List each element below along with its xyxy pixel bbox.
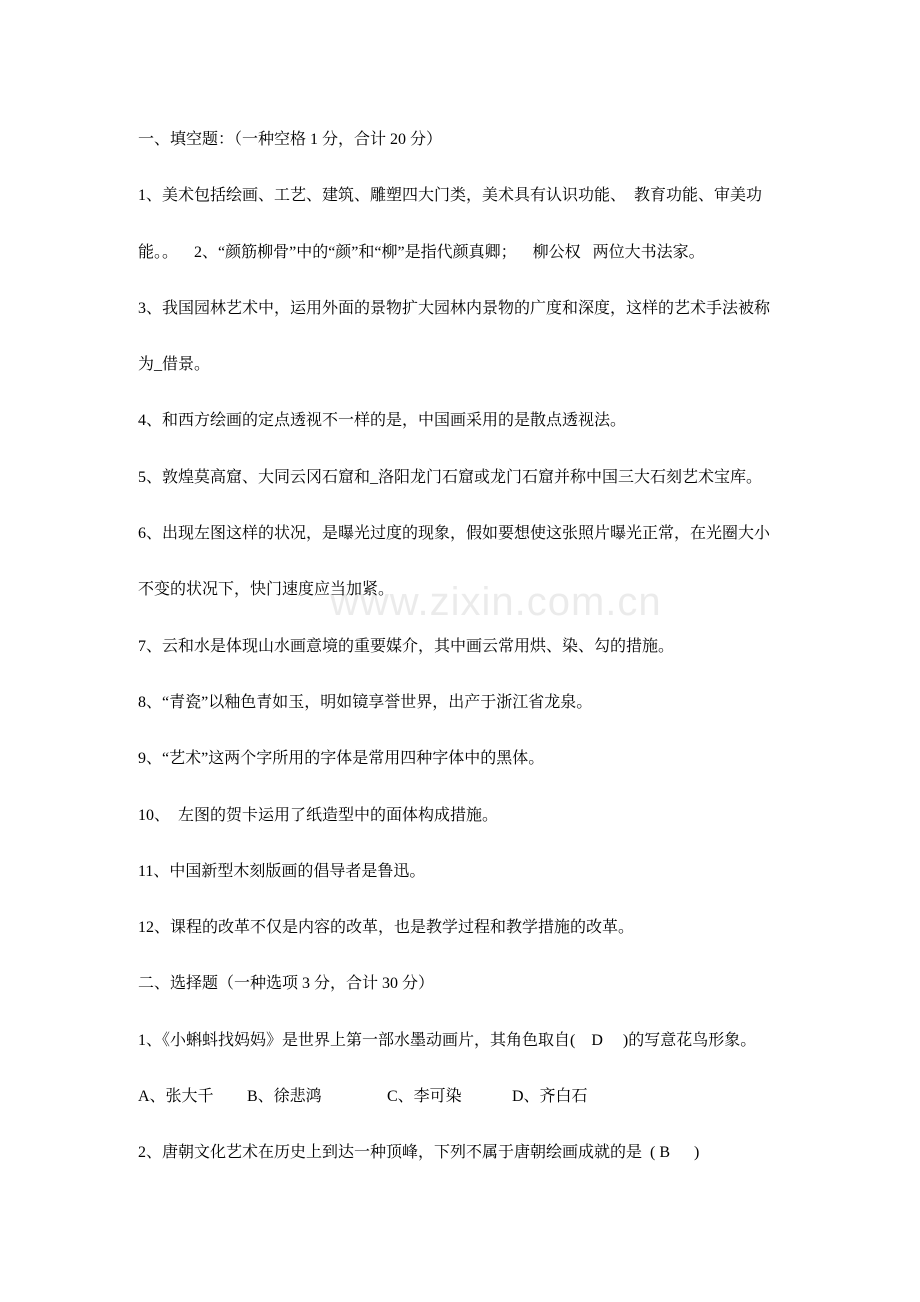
- question-line: 6、出现左图这样的状况，是曝光过度的现象，假如要想使这张照片曝光正常，在光圈大小: [138, 525, 771, 543]
- question-line: 4、和西方绘画的定点透视不一样的是，中国画采用的是散点透视法。: [138, 412, 627, 430]
- option-a: A、张大千: [138, 1088, 214, 1106]
- option-b: B、徐悲鸿: [247, 1088, 322, 1106]
- option-d: D、齐白石: [512, 1088, 588, 1106]
- question-line: 7、云和水是体现山水画意境的重要媒介，其中画云常用烘、染、勾的措施。: [138, 637, 675, 655]
- question-line: 3、我国园林艺术中，运用外面的景物扩大园林内景物的广度和深度，这样的艺术手法被称: [138, 299, 771, 317]
- question-line: 12、课程的改革不仅是内容的改革，也是教学过程和教学措施的改革。: [138, 919, 635, 937]
- question-line: 11、中国新型木刻版画的倡导者是鲁迅。: [138, 862, 426, 880]
- choice-question-1-options: [138, 1069, 798, 1125]
- question-line: 8、“青瓷”以釉色青如玉，明如镜享誉世界，出产于浙江省龙泉。: [138, 693, 593, 711]
- question-line: 能。。 2、“颜筋柳骨”中的“颜”和“柳”是指代颜真卿； 柳公权 两位大书法家。: [138, 243, 705, 261]
- section-heading-fill-in: 一、填空题：（一种空格 1 分，合计 20 分）: [138, 131, 443, 148]
- question-line: 9、“艺术”这两个字所用的字体是常用四种字体中的黑体。: [138, 750, 545, 768]
- choice-question-1: 1、《小蝌蚪找妈妈》是世界上第一部水墨动画片，其角色取自( D )的写意花鸟形象。: [138, 1031, 757, 1049]
- question-line: 5、敦煌莫高窟、大同云冈石窟和_洛阳龙门石窟或龙门石窟并称中国三大石刻艺术宝库。: [138, 468, 763, 486]
- option-c: C、李可染: [387, 1088, 462, 1106]
- watermark: www.zixin.com.cn: [330, 580, 662, 624]
- question-line: 1、美术包括绘画、工艺、建筑、雕塑四大门类，美术具有认识功能、 教育功能、审美功: [138, 187, 763, 205]
- question-line: 10、 左图的贺卡运用了纸造型中的面体构成措施。: [138, 806, 499, 824]
- section-heading-multiple-choice: 二、选择题（一种选项 3 分，合计 30 分）: [138, 975, 435, 993]
- exam-page: [138, 112, 798, 1182]
- choice-question-2: 2、唐朝文化艺术在历史上到达一种顶峰，下列不属于唐朝绘画成就的是 ( B ): [138, 1144, 700, 1162]
- question-line: 为_借景。: [138, 356, 211, 374]
- question-line: 不变的状况下，快门速度应当加紧。: [138, 581, 395, 599]
